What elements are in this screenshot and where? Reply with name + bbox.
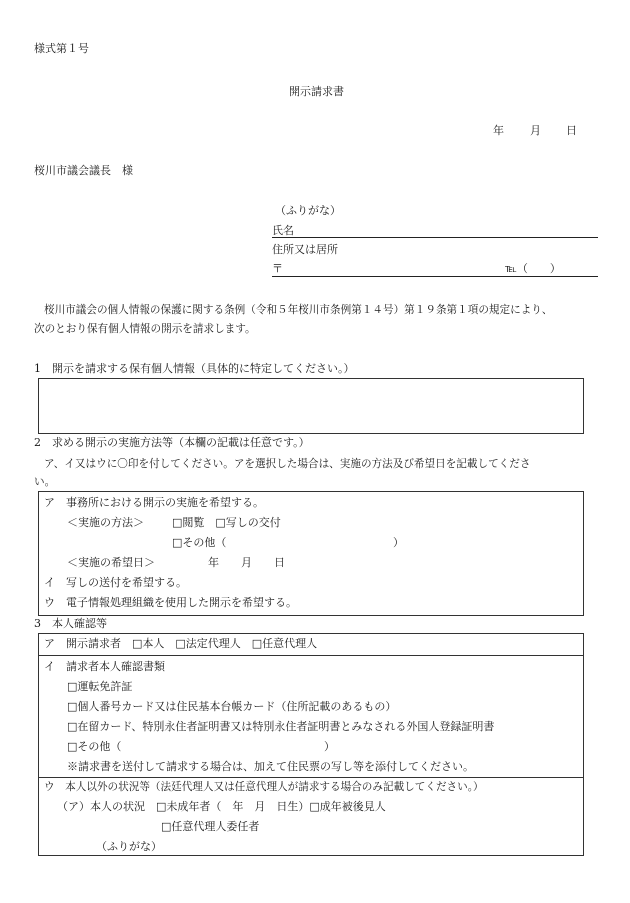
date-month: 月 <box>530 124 541 137</box>
section-2-heading: 2 求める開示の実施方法等（本欄の記載は任意です。） <box>34 436 310 449</box>
method-other-close: ） <box>393 536 404 549</box>
non-principal-heading: ウ 本人以外の状況等（法廷代理人又は任意代理人が請求する場合のみ記載してください。） <box>44 781 484 793</box>
postal-mark: 〒 <box>272 262 283 275</box>
method-options[interactable]: □閲覧 □写しの交付 <box>172 516 281 529</box>
option-u-label[interactable]: ウ 電子情報処理組織を使用した開示を希望する。 <box>44 596 297 609</box>
section-2-instruction-1: ア、イ又はウに〇印を付してください。アを選択した場合は、実施の方法及び希望日を記載してくださ <box>44 458 531 470</box>
address-field[interactable] <box>272 276 598 277</box>
section-3-heading: 3 本人確認等 <box>34 617 107 630</box>
requester-type-row[interactable]: ア 開示請求者 □本人 □法定代理人 □任意代理人 <box>44 637 318 650</box>
name-field[interactable] <box>272 237 598 238</box>
date-label: ＜実施の希望日＞ <box>67 556 155 569</box>
applicant-furigana: （ふりがな） <box>275 204 341 217</box>
form-number: 様式第１号 <box>34 42 89 55</box>
principal-furigana: （ふりがな） <box>96 840 162 853</box>
form-title: 開示請求書 <box>289 85 344 98</box>
date-fields[interactable]: 年 月 日 <box>208 556 285 569</box>
doc-mynumber-card[interactable]: □個人番号カード又は住民基本台帳カード（住所記載のあるもの） <box>67 700 397 713</box>
addressee: 桜川市議会議長 様 <box>34 164 133 177</box>
name-label: 氏名 <box>272 224 294 237</box>
principal-status-line-2[interactable]: □任意代理人委任者 <box>161 820 260 833</box>
doc-drivers-license[interactable]: □運転免許証 <box>67 680 133 693</box>
intro-line-1: 桜川市議会の個人情報の保護に関する条例（令和５年桜川市条例第１４号）第１９条第１項の規定により、 <box>44 304 553 316</box>
date-year: 年 <box>493 124 504 137</box>
option-a-label[interactable]: ア 事務所における開示の実施を希望する。 <box>44 496 264 509</box>
principal-status-line[interactable]: （ア）本人の状況 □未成年者（ 年 月 日生）□成年被後見人 <box>57 800 386 813</box>
intro-line-2: 次のとおり保有個人情報の開示を請求します。 <box>34 323 256 335</box>
method-other[interactable]: □その他（ <box>172 536 227 549</box>
address-label: 住所又は居所 <box>272 243 338 256</box>
date-day: 日 <box>566 124 577 137</box>
id-docs-heading: イ 請求者本人確認書類 <box>44 660 165 673</box>
section-3-divider-2 <box>38 777 584 778</box>
doc-residence-card[interactable]: □在留カード、特別永住者証明書又は特別永住者証明書とみなされる外国人登録証明書 <box>67 720 495 733</box>
option-i-label[interactable]: イ 写しの送付を希望する。 <box>44 576 187 589</box>
section-3-divider-1 <box>38 655 584 656</box>
doc-other[interactable]: □その他（ <box>67 740 122 753</box>
id-docs-note: ※請求書を送付して請求する場合は、加えて住民票の写し等を添付してください。 <box>67 760 474 773</box>
requested-info-box[interactable] <box>38 378 584 434</box>
method-label: ＜実施の方法＞ <box>67 516 144 529</box>
section-2-instruction-2: い。 <box>34 476 56 488</box>
doc-other-close: ） <box>324 740 335 753</box>
tel-label: ℡（ ） <box>505 262 561 275</box>
section-1-heading: 1 開示を請求する保有個人情報（具体的に特定してください。） <box>34 362 355 375</box>
